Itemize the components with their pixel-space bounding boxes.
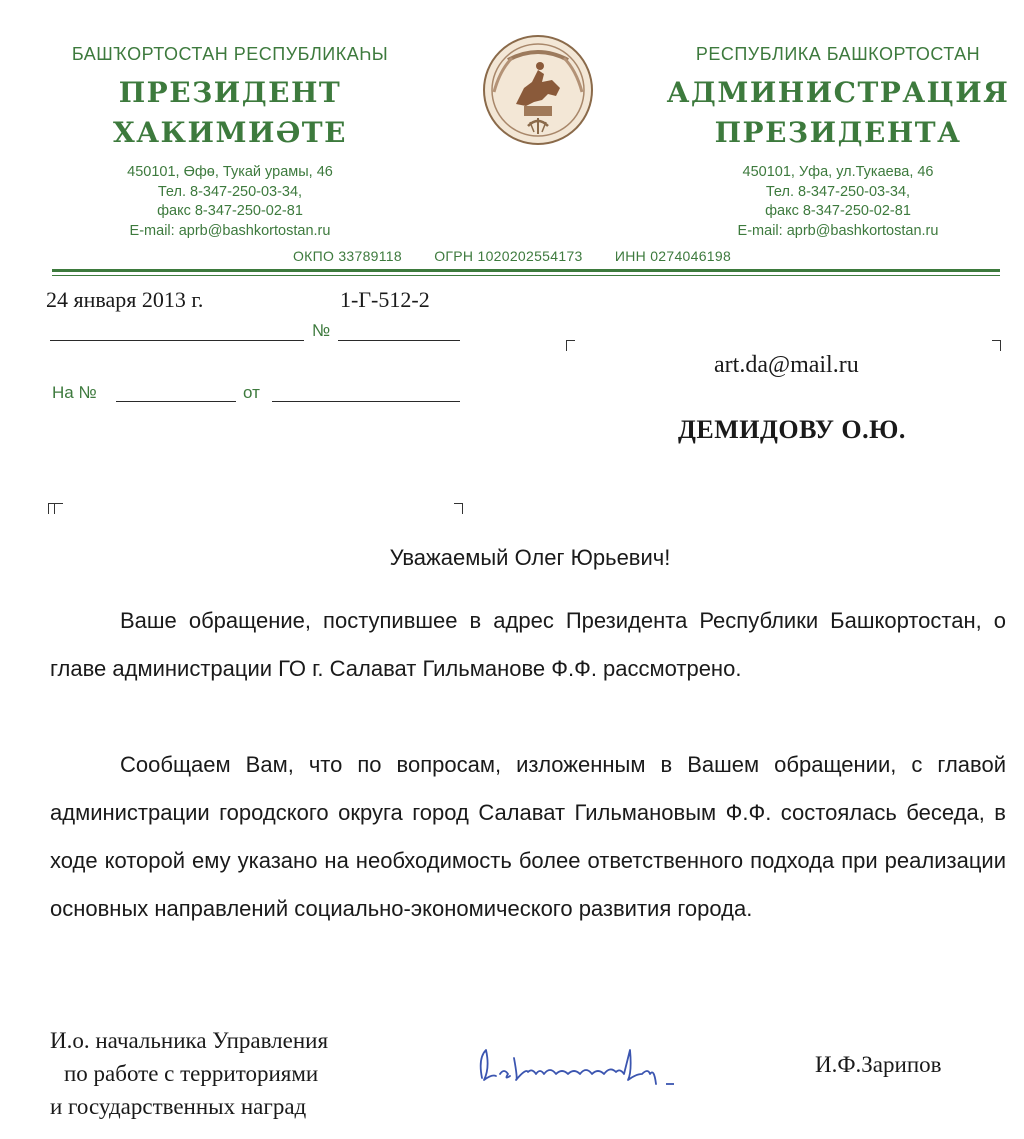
letterhead-codes: [0, 248, 1024, 264]
letterhead-right-country: РЕСПУБЛИКА БАШКОРТОСТАН: [695, 44, 981, 64]
letterhead-right-email: E-mail: aprb@bashkortostan.ru: [737, 222, 939, 239]
okpo-code: ОКПО 33789118: [292, 248, 402, 264]
reference-from-label: от: [243, 383, 260, 402]
letterhead-right-phone: Тел. 8-347-250-03-34,: [765, 183, 911, 200]
reference-from-underline: [272, 401, 460, 402]
letterhead-left-address: [40, 163, 420, 241]
date-underline: [50, 340, 304, 341]
letter-greeting: Уважаемый Олег Юрьевич!: [389, 545, 671, 570]
letterhead-right-address: [648, 163, 1024, 241]
document-date: 24 января 2013 г.: [46, 287, 204, 312]
letterhead-left-fax: факс 8-347-250-02-81: [157, 203, 303, 219]
letter-paragraph-2: Сообщаем Вам, что по вопросам, изложенным в Вашем обращении, с главой администрации городского округа город Салават Гильмановым Ф.Ф. состоялась беседа, в ходе которой ему указано на необходимость более ответственного подхода при реализации основных направлений социально-экономического развития города.: [50, 752, 1006, 921]
reg-corner-top-left-inner: [54, 503, 63, 514]
letterhead-left-address-line: 450101, Өфө, Тукай урамы, 46: [127, 164, 333, 180]
signer-position: [50, 1024, 410, 1123]
letterhead-right: [648, 44, 1024, 241]
signer-position-line3: и государственных наград: [50, 1094, 307, 1119]
letterhead-left-title-line1: ПРЕЗИДЕНТ: [118, 76, 342, 109]
signer-name: И.Ф.Зарипов: [815, 1052, 942, 1077]
addressee-corner-top-right: [992, 340, 1001, 351]
number-label: №: [312, 321, 331, 340]
letterhead-left-phone: Тел. 8-347-250-03-34,: [157, 183, 303, 200]
reference-number-underline: [116, 401, 236, 402]
reference-number-label: На №: [52, 383, 97, 402]
ogrn-code: ОГРН 1020202554173: [434, 248, 583, 264]
addressee-email: art.da@mail.ru: [714, 352, 859, 378]
inn-code: ИНН 0274046198: [614, 248, 732, 264]
letter-paragraph-1: Ваше обращение, поступившее в адрес Президента Республики Башкортостан, о главе администрации ГО г. Салават Гильманове Ф.Ф. рассмотрено.: [50, 608, 1006, 681]
letterhead-right-fax: факс 8-347-250-02-81: [765, 203, 911, 219]
reg-corner-top-right: [454, 503, 463, 514]
document-number: 1-Г-512-2: [340, 287, 430, 312]
addressee-corner-top-left: [566, 340, 575, 351]
letterhead-left-title-line2: ХАКИМИӘТЕ: [113, 116, 347, 149]
letterhead-right-title-line2: ПРЕЗИДЕНТА: [714, 116, 962, 149]
letterhead-left-country: БАШҠОРТОСТАН РЕСПУБЛИКАҺЫ: [71, 44, 389, 64]
letterhead-right-address-line: 450101, Уфа, ул.Тукаева, 46: [742, 164, 934, 180]
letterhead-left: [40, 44, 420, 241]
signer-position-line2: по работе с территориями: [64, 1061, 319, 1086]
letterhead-divider-thin: [52, 275, 1000, 276]
signer-position-line1: И.о. начальника Управления: [50, 1028, 329, 1053]
letterhead-right-title-line1: АДМИНИСТРАЦИЯ: [666, 76, 1010, 109]
letterhead-left-email: E-mail: aprb@bashkortostan.ru: [129, 222, 331, 239]
number-underline: [338, 340, 460, 341]
addressee-name: ДЕМИДОВУ О.Ю.: [678, 415, 906, 444]
letterhead-divider-thick: [52, 269, 1000, 272]
handwritten-signature-icon: [470, 1028, 690, 1098]
bashkortostan-coat-of-arms-icon: [480, 30, 596, 150]
